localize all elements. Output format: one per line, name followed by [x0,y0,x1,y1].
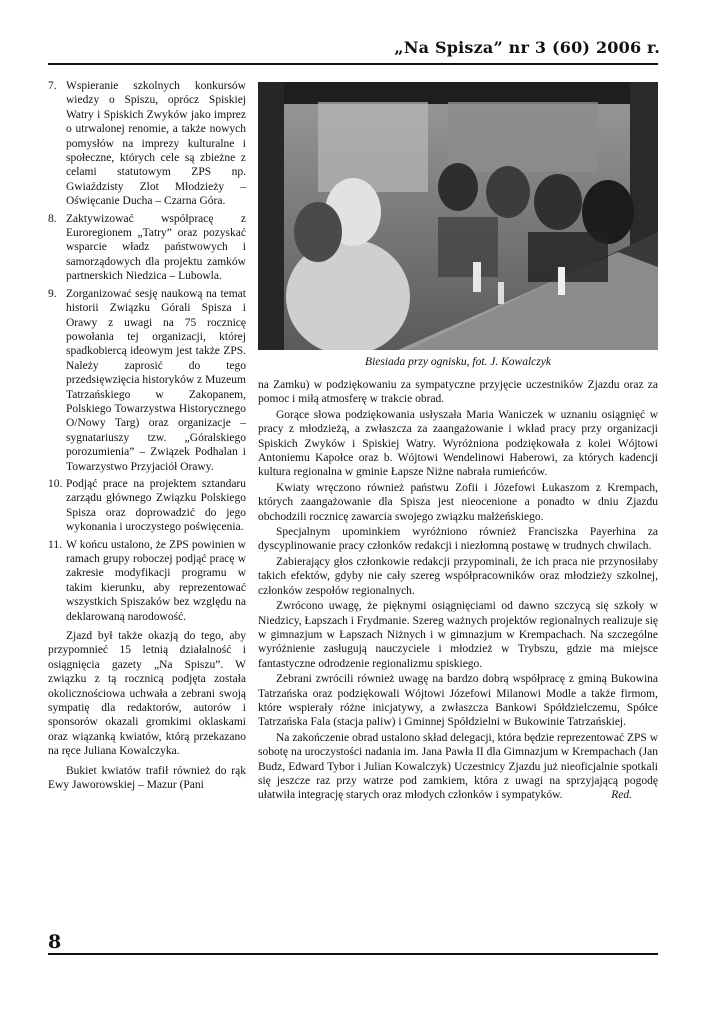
footer-rule [48,953,658,955]
list-text: Zaktywizować współpracę z Euroregionem „Tatry” oraz pozyskać wsparcie władz państwowych i samorządowych dla projektu zamków partnerskich Niedzica – Lubowla. [66,212,246,283]
photo-caption: Biesiada przy ognisku, fot. J. Kowalczyk [365,356,551,368]
body-paragraph [258,731,658,803]
author-signature: Red. [611,789,632,802]
list-number: 10. [48,477,63,490]
running-header: „Na Spisza” nr 3 (60) 2006 r. [394,38,660,57]
list-item [48,212,246,284]
header-rule [48,63,658,65]
page-number: 8 [48,931,62,953]
paragraph-text: Na zakończenie obrad ustalono skład delegacji, która będzie reprezentować ZPS w sobotę na uroczystości nadania im. Jana Pawła II dla Gimnazjum w Krempachach (Jan Budz, Edward Tybor i Julian Kowalczyk) Uczestnicy Zjazdu już nieoficjalnie spotkali się jeszcze raz przy watrze pod zamkiem, która z uwagi na sprzyjającą pogodę ułatwiła integrację starych oraz młodych członków i sympatyków. [258,731,658,802]
list-number: 11. [48,538,62,551]
body-paragraph: Kwiaty wręczono również państwu Zofii i Józefowi Łukaszom z Krempach, których zaangażowanie dla Spisza jest nieocenione a ponadto w dniu Zjazdu obchodzili rocznicę zawarcia swojego związku małżeńskiego. [258,481,658,523]
list-number: 7. [48,80,57,92]
left-column [48,79,246,793]
list-text: Zorganizować sesję naukową na temat historii Związku Górali Spisza i Orawy z uwagi na 75 rocznicę powołania tej organizacji, której spadkobiercą ideowym jest także ZPS. Należy zaprosić do tego przedsięwzięcia historyków z Muzeum Tatrzańskiego w Zakopanem, Polskiego Towarzystwa Historycznego O/Nowy Targ) oraz organizacje – sygnatariuszy tzw. „Góralskiego porozumienia” – Związek Podhalan i Towarzystwo Przyjaciół Orawy. [66,287,246,473]
list-text: Podjąć prace na projektem sztandaru zarządu głównego Związku Polskiego Spisza oraz doprowadzić do jego wykonania i uroczystego poświęcenia. [66,477,246,534]
list-text: W końcu ustalono, że ZPS powinien w ramach grupy roboczej podjąć pracę w zakresie modyfikacji programu w takim kierunku, aby reprezentować wszystkich Spiszaków bez względu na deklarowaną narodowość. [66,538,246,623]
right-column [258,378,658,804]
body-paragraph: Zebrani zwrócili również uwagę na bardzo dobrą współpracę z gminą Bukowina Tatrzańska oraz podziękowali Wójtowi Józefowi Milanowi Modle a także firmom, które wspierały różne inicjatywy, a zwłaszcza Bankowi Spółdzielczemu, Spółce Tatrzańska Fala (stacja paliw) i Gminnej Spółdzielni w Bukowinie Tatrzańskiej. [258,673,658,729]
body-paragraph: Zwrócono uwagę, że pięknymi osiągnięciami od dawno szczycą się szkoły w Niedzicy, Łapszach i Frydmanie. Szereg ważnych projektów regionalnych realizuje się w gimnazjum w Łapszach Niżnych i w gimnazjum w Krempachach. Na szczególne wyróżnienie zasługują nauczyciele i młodzież w Trybszu, gdzie ma miejsce fantastyczne odrodzenie regionalizmu spiskiego. [258,600,658,670]
list-text: Wspieranie szkolnych konkursów wiedzy o Spiszu, oprócz Spiskiej Watry i Spiskich Zwyków jako imprez o utrwalonej renomie, a także nowych pomysłów na imprezy kulturalne i społeczne, których cele są zbieżne z celami statutowym ZPS np. Gwiaździsty Zlot Młodzieży – Oświęcanie Ducha – Czarna Góra. [66,80,246,208]
list-item [48,538,246,624]
body-paragraph: Zjazd był także okazją do tego, aby przypomnieć 15 letnią działalność i osiągnięcia gazety „Na Spiszu”. W związku z tą rocznicą podjęta została okolicznościowa uchwała a zebrani swoją sympatię dla redaktorów, autorów i sponsorów okazali gromkimi oklaskami oraz wiązanką kwiatów, którą przekazano na ręce Juliana Kowalczyka. [48,630,246,758]
list-item [48,79,246,209]
list-number: 9. [48,287,57,300]
body-paragraph: Gorące słowa podziękowania usłyszała Maria Waniczek w uznaniu osiągnięć w pracy z młodzieżą, a zwłaszcza za zaangażowanie i wkład pracy przy organizacji Spiskich Zwyków i Spiskiej Watry. Wyróżniona podziękowała z kolei Wójtowi Antoniemu Kapołce oraz b. Wójtowi Wendelinowi Haberowi, za których kadencji kultura regionalna w gminie Łapsze Niżne nabrała rumieńców. [258,408,658,479]
body-paragraph: Zabierający głos członkowie redakcji przypominali, że ich praca nie przynosiłaby takich efektów, gdyby nie cały szereg współpracowników oraz młodzieży szkolnej, członków zespołów regionalnych. [258,555,658,597]
body-paragraph: na Zamku) w podziękowaniu za sympatyczne przyjęcie uczestników Zjazdu oraz za pomoc i miłą atmosferę w trakcie obrad. [258,379,658,406]
list-item [48,287,246,474]
list-number: 8. [48,212,57,225]
list-item [48,477,246,535]
body-paragraph: Specjalnym upominkiem wyróżniono również Franciszka Payerhina za dyscyplinowanie pracy członków redakcji i niezłomną postawę w trudnych chwilach. [258,526,658,553]
body-paragraph: Bukiet kwiatów trafił również do rąk Ewy Jaworowskiej – Mazur (Pani [48,764,246,792]
event-photo [258,82,658,350]
